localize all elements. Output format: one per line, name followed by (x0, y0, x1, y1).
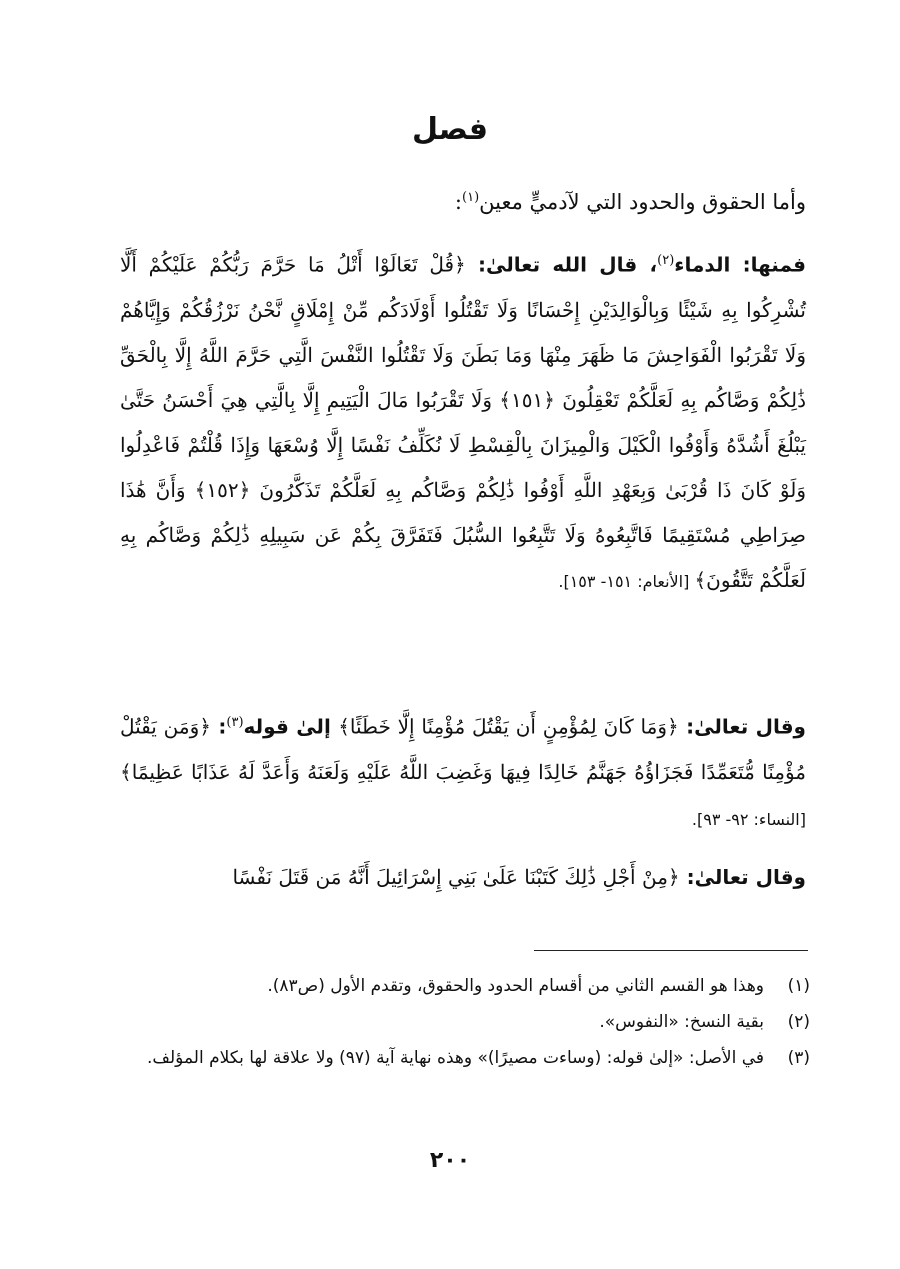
footnote-ref-1: (١) (462, 190, 480, 205)
para1-prefix-end: ، قال الله تعالىٰ: (465, 252, 658, 277)
page-number: ٢٠٠ (429, 1148, 471, 1173)
intro-text: وأما الحقوق والحدود التي لآدميٍّ معين (479, 190, 806, 214)
para2-middle: إلىٰ قوله (243, 714, 339, 739)
quran-verse-maidah: ﴿مِنْ أَجْلِ ذَٰلِكَ كَتَبْنَا عَلَىٰ بَنِي إِسْرَائِيلَ أَنَّهُ مَن قَتَلَ نَفْسًا (232, 865, 680, 889)
footnote-item (120, 968, 810, 1004)
verse-reference-anam: [الأنعام: ١٥١- ١٥٣]. (558, 571, 695, 591)
quran-verse-nisa-93: ﴿وَمَن يَقْتُلْ مُؤْمِنًا مُّتَعَمِّدًا فَجَزَاؤُهُ جَهَنَّمُ خَالِدًا فِيهَا وَغَضِبَ اللَّهُ عَلَيْهِ وَلَعَنَهُ وَأَعَدَّ لَهُ عَذَابًا عَظِيمًا﴾ (120, 714, 806, 784)
footnote-divider (534, 950, 808, 951)
footnote-ref-3: (٣) (226, 715, 244, 730)
para2-middle-end: : (210, 714, 227, 739)
paragraph-blood (120, 238, 806, 604)
footnote-number: (٢) (787, 1012, 810, 1032)
para2-prefix: وقال تعالىٰ: (678, 714, 806, 739)
quran-verse-nisa-92: ﴿وَمَا كَانَ لِمُؤْمِنٍ أَن يَقْتُلَ مُؤْمِنًا إِلَّا خَطَئًا﴾ (338, 714, 679, 739)
verse-reference-nisa: [النساء: ٩٢- ٩٣]. (691, 809, 806, 829)
para1-prefix: فمنها: الدماء (674, 252, 806, 277)
footnote-text: وهذا هو القسم الثاني من أقسام الحدود والحقوق، وتقدم الأول (ص٨٣). (267, 976, 764, 996)
footnote-item (120, 1040, 810, 1076)
intro-paragraph (120, 180, 806, 220)
footnote-ref-2: (٢) (657, 253, 675, 268)
footnote-number: (١) (787, 976, 810, 996)
footnote-number: (٣) (787, 1048, 810, 1068)
para3-prefix: وقال تعالىٰ: (679, 865, 806, 889)
intro-colon: : (454, 190, 462, 214)
footnote-item (120, 1004, 810, 1040)
footnote-text: بقية النسخ: «النفوس». (599, 1012, 764, 1032)
footnotes (120, 968, 810, 1076)
section-title: فصل (412, 112, 488, 147)
paragraph-nisa (120, 700, 806, 842)
footnote-text: في الأصل: «إلىٰ قوله: (وساءت مصيرًا)» وهذه نهاية آية (٩٧) ولا علاقة لها بكلام المؤلف. (147, 1048, 764, 1068)
paragraph-maidah (120, 855, 806, 900)
quran-verse-anam: ﴿قُلْ تَعَالَوْا أَتْلُ مَا حَرَّمَ رَبُّكُمْ عَلَيْكُمْ أَلَّا تُشْرِكُوا بِهِ شَيْئًا وَبِالْوَالِدَيْنِ إِحْسَانًا وَلَا تَقْتُلُوا أَوْلَادَكُم مِّنْ إِمْلَاقٍ نَّحْنُ نَرْزُقُكُمْ وَإِيَّاهُمْ وَلَا تَقْرَبُوا الْفَوَاحِشَ مَا ظَهَرَ مِنْهَا وَمَا بَطَنَ وَلَا تَقْتُلُوا النَّفْسَ الَّتِي حَرَّمَ اللَّهُ إِلَّا بِالْحَقِّ ذَٰلِكُمْ وَصَّاكُم بِهِ لَعَلَّكُمْ تَعْقِلُونَ ﴿١٥١﴾ وَلَا تَقْرَبُوا مَالَ الْيَتِيمِ إِلَّا بِالَّتِي هِيَ أَحْسَنُ حَتَّىٰ يَبْلُغَ أَشُدَّهُ وَأَوْفُوا الْكَيْلَ وَالْمِيزَانَ بِالْقِسْطِ لَا نُكَلِّفُ نَفْسًا إِلَّا وُسْعَهَا وَإِذَا قُلْتُمْ فَاعْدِلُوا وَلَوْ كَانَ ذَا قُرْبَىٰ وَبِعَهْدِ اللَّهِ أَوْفُوا ذَٰلِكُمْ وَصَّاكُم بِهِ لَعَلَّكُمْ تَذَكَّرُونَ ﴿١٥٢﴾ وَأَنَّ هَٰذَا صِرَاطِي مُسْتَقِيمًا فَاتَّبِعُوهُ وَلَا تَتَّبِعُوا السُّبُلَ فَتَفَرَّقَ بِكُمْ عَن سَبِيلِهِ ذَٰلِكُمْ وَصَّاكُم بِهِ لَعَلَّكُمْ تَتَّقُونَ﴾ (120, 252, 807, 592)
